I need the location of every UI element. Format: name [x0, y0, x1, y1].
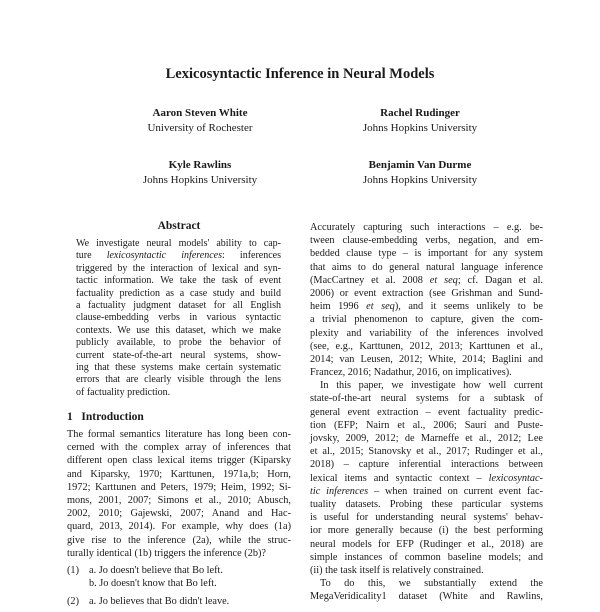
text-line: Accurately capturing such interactions – e.g. be- [310, 222, 543, 233]
text-line: (ii) the task itself is relatively constrained. [310, 564, 484, 576]
text-line: general event extraction – event factuality predic- [310, 406, 543, 418]
text-line: heim 1996 et seq), and it seems unlikely to be [310, 301, 543, 313]
text-line: and Kiparsky, 1970; Karttunen, 1971a,b; Horn, [67, 468, 291, 480]
text-line: errors that are clearly visible through the lens [76, 374, 281, 386]
text-line: lexical items and syntactic context – lexicosyntac- [310, 472, 543, 484]
text-line: tic inferences – when trained on current event fac- [310, 485, 543, 497]
author-name: Benjamin Van Durme [368, 159, 472, 171]
text-line: contexts. We use this dataset, which we make [76, 324, 281, 336]
text-line: a factuality judgment dataset for all English [76, 299, 281, 311]
example-number: (1) [67, 564, 80, 576]
intro-body [67, 428, 291, 560]
text-line: 1972; Karttunen and Peters, 1979; Heim, 1992; Si- [67, 481, 291, 493]
intro-heading [67, 411, 291, 423]
author-1 [100, 106, 300, 136]
text-line: 2018) – capture inferential interactions between [310, 459, 543, 471]
text-line: simple instances of common baseline models; and [310, 551, 543, 563]
text-line: tactic information. We take the task of event [76, 275, 281, 287]
paper-title: Lexicosyntactic Inference in Neural Models [165, 66, 435, 82]
author-name: Kyle Rawlins [168, 159, 232, 171]
section-title: Introduction [81, 411, 144, 424]
text-line: et al., 2015; Stanovsky et al., 2017; Rudinger et al., [310, 446, 543, 458]
author-4 [320, 158, 520, 188]
example-item: a. Jo believes that Bo didn't leave. [89, 595, 230, 607]
text-line: triggered by the interaction of lexical and syn- [76, 262, 281, 274]
right-body [310, 221, 543, 603]
text-line: of factuality prediction. [76, 386, 171, 398]
examples [67, 564, 291, 609]
text-line: Francez, 2016; Nadathur, 2016, on implicatives). [310, 367, 512, 379]
text-line: is useful for understanding neural systems' behav- [310, 512, 543, 524]
text-line: state-of-the-art neural systems for a subtask of [310, 393, 543, 405]
author-affiliation: Johns Hopkins University [362, 174, 478, 186]
example-number: (2) [67, 595, 80, 607]
text-line: plexity and variability of the inferences involved [310, 327, 543, 339]
text-line: different open class lexical items trigger (Kiparsky [67, 455, 291, 467]
abstract-heading: Abstract [157, 220, 201, 232]
text-line: We investigate neural models' ability to cap- [76, 238, 281, 249]
text-line: bedded clause type – is important for any system [310, 248, 543, 260]
text-line: 2002, 2010; Gajewski, 2007; Anand and Hac- [67, 508, 291, 520]
text-line: give rise to the inference (2a), while the struc- [67, 534, 291, 546]
text-line: publicly available, to probe the behavior of [76, 337, 281, 349]
text-line: ior more generally because (i) the best performing [310, 525, 543, 537]
text-line: To do this, we substantially extend the [320, 578, 543, 590]
text-line: turally identical (1b) triggers the inference (2b)? [67, 547, 266, 559]
text-line: ing that these systems make certain systematic [76, 361, 281, 373]
text-line: tween clause-embedding verbs, negation, and em- [310, 235, 543, 247]
text-line: ture lexicosyntactic inferences: inferences [76, 250, 282, 262]
author-name: Aaron Steven White [152, 107, 248, 119]
text-line: that aims to do general natural language inference [310, 261, 543, 273]
text-line: factuality prediction as a case study and build [76, 287, 281, 299]
text-line: (see, e.g., Karttunen, 2012, 2013; Karttunen et al., [310, 340, 543, 352]
example-item: a. Jo doesn't believe that Bo left. [89, 564, 223, 576]
text-line: MegaVeridicality1 dataset (White and Rawlins, [310, 591, 543, 603]
example [67, 564, 291, 591]
right-column [310, 221, 543, 603]
text-line: mons, 2001, 2007; Simons et al., 2010; Abusch, [67, 495, 291, 507]
author-affiliation: University of Rochester [147, 122, 253, 134]
text-line: (MacCartney et al. 2008 et seq; cf. Dagan et al. [310, 274, 544, 286]
left-column [67, 220, 291, 612]
author-affiliation: Johns Hopkins University [362, 122, 478, 134]
text-line: quard, 2013, 2014). For example, why does (1a) [67, 521, 291, 533]
text-line: In this paper, we investigate how well current [320, 380, 543, 392]
text-line: clause-embedding verbs in various syntactic [76, 312, 281, 324]
author-3 [100, 158, 300, 188]
author-name: Rachel Rudinger [380, 107, 460, 119]
text-line: a trivial phenomenon to capture, given the com- [310, 314, 543, 326]
text-line: current state-of-the-art neural systems, show- [76, 349, 281, 361]
text-line: 2014; van Leusen, 2012; White, 2014; Baglini and [310, 353, 543, 365]
example-item: b. Jo doesn't know that Bo left. [89, 578, 217, 590]
author-2 [320, 106, 520, 136]
author-affiliation: Johns Hopkins University [142, 174, 258, 186]
section-number: 1 [67, 411, 73, 424]
text-line: The formal semantics literature has long been con- [67, 429, 291, 441]
text-line: neural models for EFP (Rudinger et al., 2018) are [310, 538, 543, 550]
text-line: tion (EFP; Nairn et al., 2006; Saurí and Puste- [310, 419, 543, 431]
text-line: 2006) or event extraction (see Grishman and Sund- [310, 287, 543, 299]
text-line: jovsky, 2009, 2012; de Marneffe et al., 2012; Lee [310, 433, 543, 444]
text-line: cerned with the complex array of inferences that [67, 442, 291, 454]
text-line: tuality datasets. Probing these particular systems [310, 498, 543, 510]
abstract-body [76, 238, 281, 399]
example [67, 595, 291, 609]
